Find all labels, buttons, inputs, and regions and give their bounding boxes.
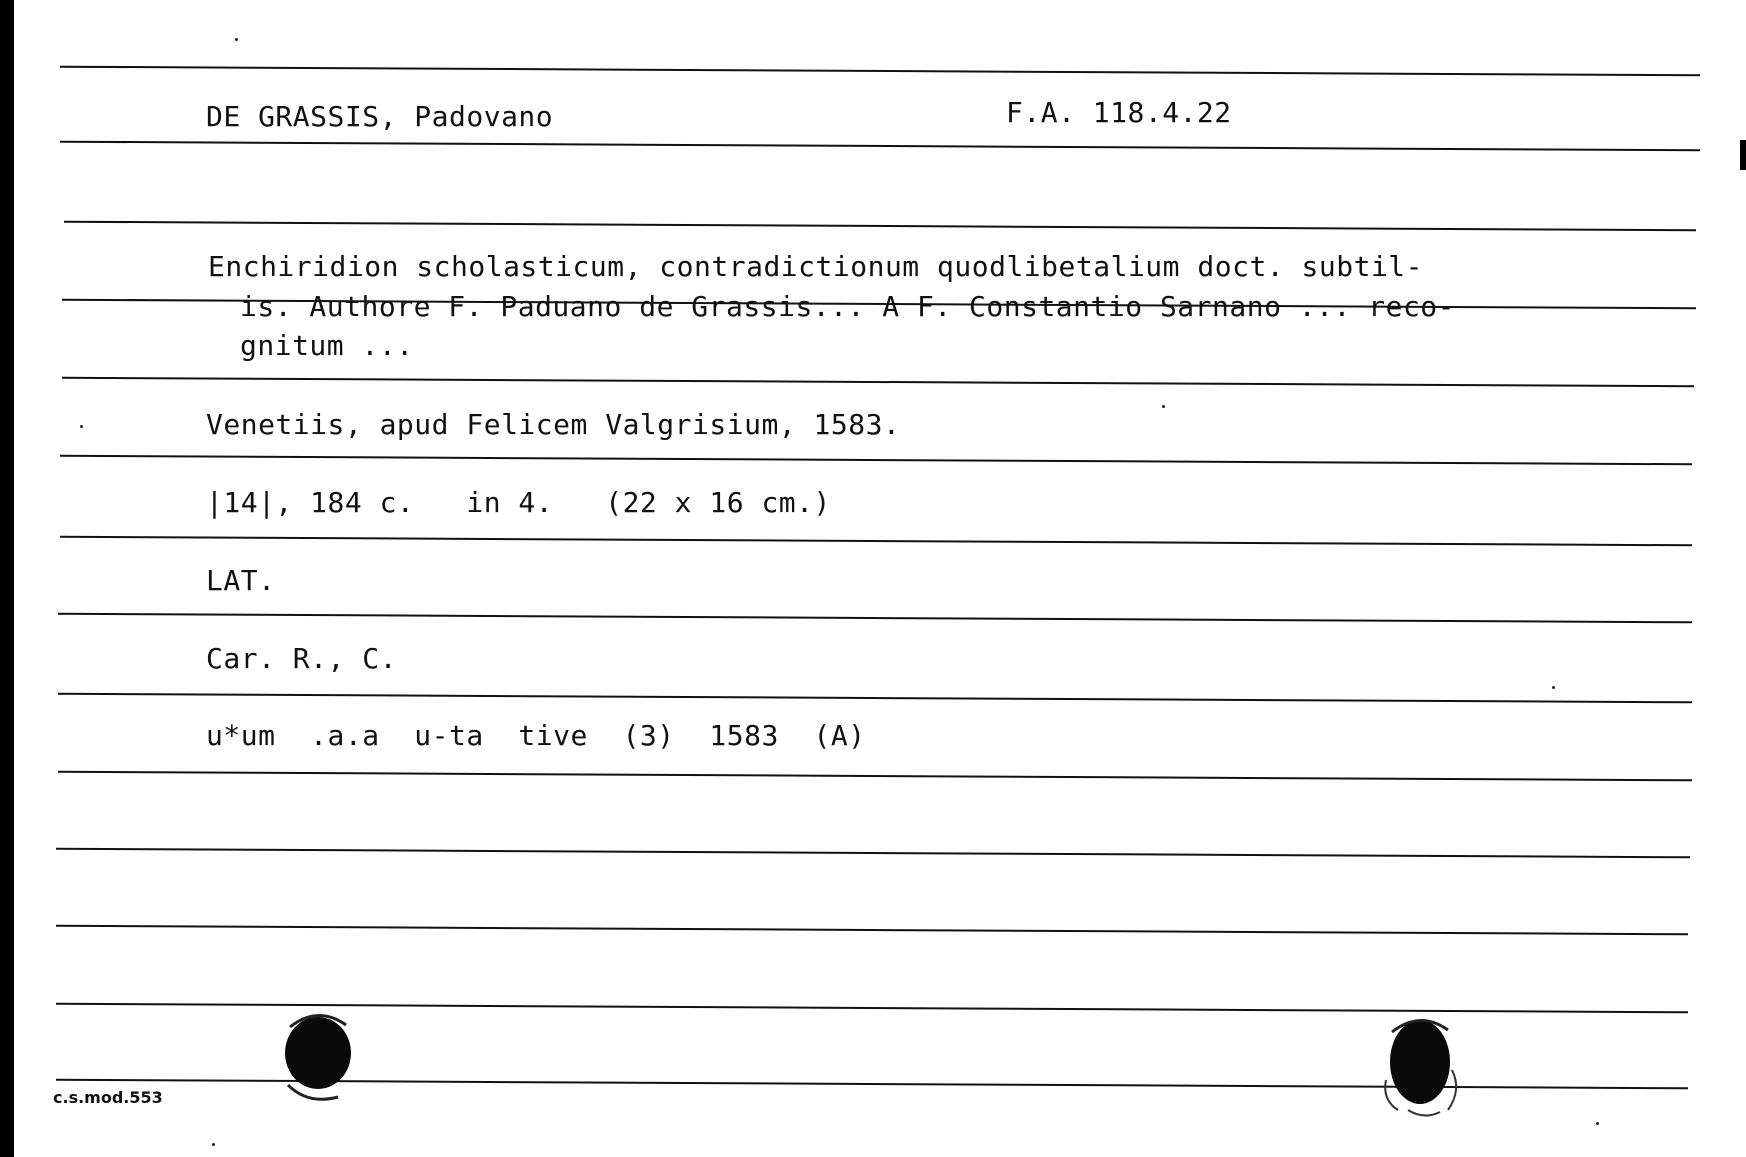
collation: |14|, 184 c. in 4. (22 x 16 cm.) — [206, 486, 831, 519]
author-heading: DE GRASSIS, Padovano — [206, 100, 554, 133]
scan-right-mark — [1740, 140, 1746, 170]
scan-speck — [1552, 686, 1555, 689]
ruled-line — [56, 925, 1688, 936]
ruled-line — [58, 693, 1692, 704]
ruled-line — [62, 377, 1694, 388]
fingerprint: u*um .a.a u-ta tive (3) 1583 (A) — [206, 719, 866, 752]
scan-speck — [1596, 1122, 1599, 1125]
notes: Car. R., C. — [206, 642, 397, 675]
ruled-line — [60, 455, 1692, 466]
title-line-2: is. Authore F. Paduano de Grassis... A F. Constantio Sarnano ... reco- — [240, 290, 1456, 323]
scan-left-edge — [0, 0, 14, 1157]
scan-speck — [235, 38, 238, 41]
ruled-line — [58, 771, 1692, 782]
title-line-1: Enchiridion scholasticum, contradictionum quodlibetalium doct. subtil- — [208, 250, 1424, 283]
ruled-line — [60, 66, 1700, 77]
punch-hole-left — [278, 1005, 358, 1115]
title-line-3: gnitum ... — [240, 329, 414, 362]
scan-speck — [1162, 405, 1165, 408]
ruled-line — [60, 536, 1692, 547]
shelfmark: F.A. 118.4.22 — [1006, 96, 1232, 129]
ruled-line — [56, 848, 1690, 859]
ruled-line — [64, 221, 1696, 232]
scan-speck — [80, 425, 83, 428]
scan-speck — [212, 1143, 215, 1146]
ruled-line — [60, 141, 1700, 152]
form-code: c.s.mod.553 — [53, 1088, 163, 1107]
language: LAT. — [206, 564, 276, 597]
ruled-line — [58, 613, 1692, 624]
punch-hole-right — [1378, 1010, 1464, 1122]
imprint: Venetiis, apud Felicem Valgrisium, 1583. — [206, 408, 901, 441]
